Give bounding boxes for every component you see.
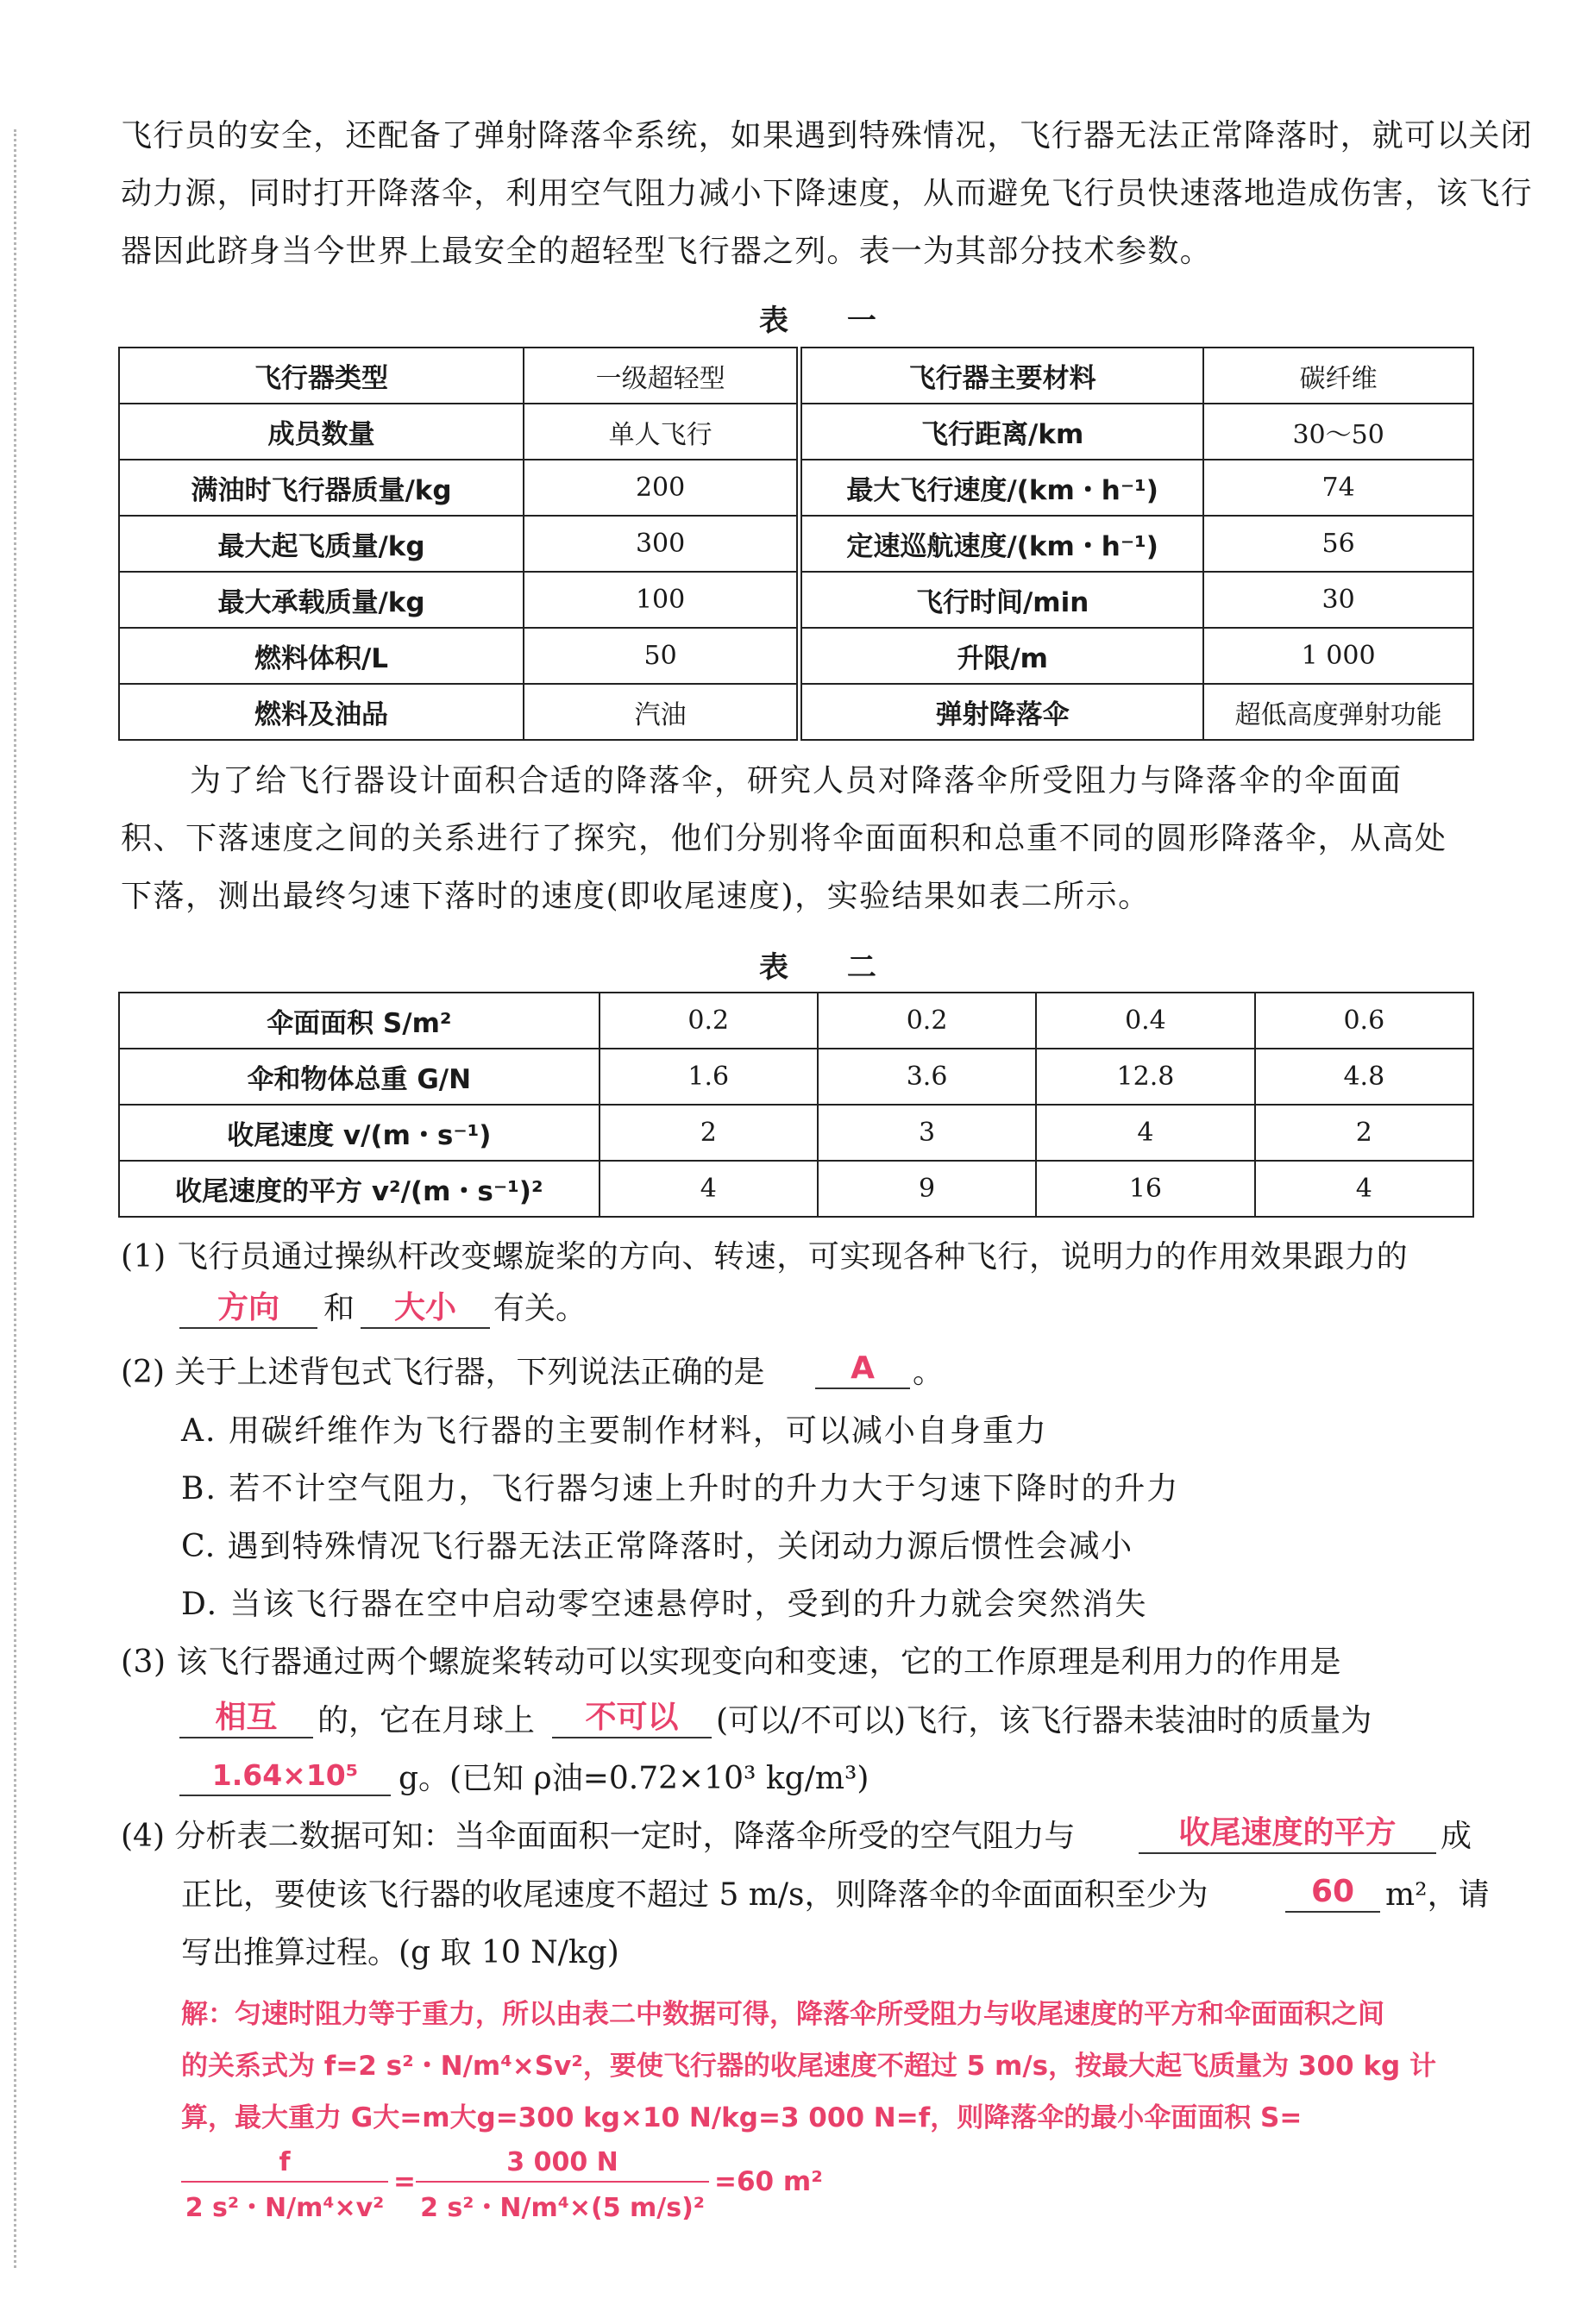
table1-value-cell: 单人飞行	[524, 404, 797, 460]
solution-result: =60 m²	[714, 2166, 823, 2197]
q2-answer: A	[815, 1350, 910, 1389]
q3-line-1: (3) 该飞行器通过两个螺旋桨转动可以实现变向和变速，它的工作原理是利用力的作用是	[121, 1644, 1341, 1680]
q2-end: 。	[913, 1355, 945, 1390]
table2-value-cell: 4	[1036, 1105, 1254, 1161]
parachute-experiment-table	[118, 992, 1474, 1218]
table2-caption: 表 二	[759, 950, 901, 985]
table1-value-cell: 超低高度弹射功能	[1203, 684, 1473, 740]
table1-row	[119, 404, 1473, 460]
table1-row	[119, 516, 1473, 572]
table2-value-cell: 4	[1255, 1161, 1473, 1217]
table2-row	[119, 1049, 1473, 1105]
table2-row	[119, 1105, 1473, 1161]
solution-line-1: 解：匀速时阻力等于重力，所以由表二中数据可得，降落伞所受阻力与收尾速度的平方和伞面面积之间	[181, 1999, 1384, 2030]
solution-equals: =	[393, 2166, 416, 2197]
table2-value-cell: 0.6	[1255, 993, 1473, 1049]
table1-header-cell: 飞行距离/km	[801, 404, 1203, 460]
tech-parameters-table	[118, 347, 1474, 741]
table2-value-cell: 12.8	[1036, 1049, 1254, 1105]
intro-line-2: 动力源，同时打开降落伞，利用空气阻力减小下降速度，从而避免飞行员快速落地造成伤害，该飞行	[121, 176, 1533, 211]
table1-value-cell: 一级超轻型	[524, 348, 797, 404]
solution-line-2: 的关系式为 f=2 s²・N/m⁴×Sv²，要使飞行器的收尾速度不超过 5 m/s，按最大起飞质量为 300 kg 计	[181, 2051, 1436, 2082]
fraction-2-denominator: 2 s²・N/m⁴×(5 m/s)²	[420, 2193, 705, 2223]
table1-header-cell: 定速巡航速度/(km・h⁻¹)	[801, 516, 1203, 572]
q3-tail: g。(已知 ρ油=0.72×10³ kg/m³)	[399, 1761, 869, 1796]
solution-fraction-2	[416, 2147, 709, 2224]
para2-line-1: 为了给飞行器设计面积合适的降落伞，研究人员对降落伞所受阻力与降落伞的伞面面	[190, 763, 1403, 799]
table2-value-cell: 1.6	[600, 1049, 818, 1105]
para2-line-2: 积、下落速度之间的关系进行了探究，他们分别将伞面面积和总重不同的圆形降落伞，从高处	[121, 821, 1447, 856]
table1-header-cell: 弹射降落伞	[801, 684, 1203, 740]
q1-tail: 有关。	[493, 1291, 587, 1326]
table1-value-cell: 100	[524, 572, 797, 628]
table1-value-cell: 200	[524, 460, 797, 516]
table1-value-cell: 74	[1203, 460, 1473, 516]
table2-header-cell: 收尾速度 v/(m・s⁻¹)	[119, 1105, 600, 1161]
table1-value-cell: 30～50	[1203, 404, 1473, 460]
table2-header-cell: 伞面面积 S/m²	[119, 993, 600, 1049]
table1-value-cell: 30	[1203, 572, 1473, 628]
q4-line-2: 正比，要使该飞行器的收尾速度不超过 5 m/s，则降落伞的伞面面积至少为	[181, 1877, 1208, 1913]
table2-value-cell: 3	[818, 1105, 1036, 1161]
table1-row	[119, 460, 1473, 516]
q1-answer-2: 大小	[361, 1289, 490, 1329]
table2-value-cell: 2	[600, 1105, 818, 1161]
table1-header-cell: 最大承载质量/kg	[119, 572, 524, 628]
solution-line-3: 算，最大重力 G大=m大g=300 kg×10 N/kg=3 000 N=f，则降落伞的最小伞面面积 S=	[181, 2102, 1303, 2133]
table1-header-cell: 最大起飞质量/kg	[119, 516, 524, 572]
table1-header-cell: 燃料及油品	[119, 684, 524, 740]
table1-header-cell: 飞行时间/min	[801, 572, 1203, 628]
q4-end-2: m²，请	[1385, 1877, 1490, 1913]
table1-header-cell: 最大飞行速度/(km・h⁻¹)	[801, 460, 1203, 516]
table1-header-cell: 升限/m	[801, 628, 1203, 684]
table2-value-cell: 4	[600, 1161, 818, 1217]
q1-answer-1: 方向	[179, 1289, 317, 1329]
table2-row	[119, 1161, 1473, 1217]
q2-option-b: B. 若不计空气阻力，飞行器匀速上升时的升力大于匀速下降时的升力	[181, 1471, 1180, 1507]
table1-value-cell: 50	[524, 628, 797, 684]
table1-header-cell: 成员数量	[119, 404, 524, 460]
table2-value-cell: 0.4	[1036, 993, 1254, 1049]
para2-line-3: 下落，测出最终匀速下落时的速度(即收尾速度)，实验结果如表二所示。	[121, 879, 1151, 914]
table1-value-cell: 汽油	[524, 684, 797, 740]
q3-answer-2: 不可以	[552, 1699, 712, 1738]
table1-row	[119, 684, 1473, 740]
q4-line-3: 写出推算过程。(g 取 10 N/kg)	[181, 1935, 619, 1970]
q2-stem: (2) 关于上述背包式飞行器，下列说法正确的是	[121, 1355, 765, 1390]
table1-value-cell: 300	[524, 516, 797, 572]
fraction-1-denominator: 2 s²・N/m⁴×v²	[185, 2193, 385, 2223]
table1-value-cell: 碳纤维	[1203, 348, 1473, 404]
table2-value-cell: 9	[818, 1161, 1036, 1217]
q2-option-a: A. 用碳纤维作为飞行器的主要制作材料，可以减小自身重力	[181, 1413, 1048, 1449]
table1-value-cell: 1 000	[1203, 628, 1473, 684]
table1-row	[119, 628, 1473, 684]
solution-fraction-1	[181, 2147, 388, 2224]
table1-row	[119, 572, 1473, 628]
table2-value-cell: 0.2	[818, 993, 1036, 1049]
table1-header-cell: 飞行器主要材料	[801, 348, 1203, 404]
q3-answer-1: 相互	[179, 1699, 313, 1738]
table2-value-cell: 2	[1255, 1105, 1473, 1161]
table1-header-cell: 满油时飞行器质量/kg	[119, 460, 524, 516]
table2-value-cell: 0.2	[600, 993, 818, 1049]
q2-option-d: D. 当该飞行器在空中启动零空速悬停时，受到的升力就会突然消失	[181, 1587, 1148, 1622]
table2-header-cell: 收尾速度的平方 v²/(m・s⁻¹)²	[119, 1161, 600, 1217]
table2-value-cell: 3.6	[818, 1049, 1036, 1105]
q1-mid: 和	[323, 1291, 355, 1326]
table2-value-cell: 4.8	[1255, 1049, 1473, 1105]
table2-header-cell: 伞和物体总重 G/N	[119, 1049, 600, 1105]
fraction-2-numerator: 3 000 N	[416, 2147, 709, 2183]
table1-header-cell: 燃料体积/L	[119, 628, 524, 684]
q4-end-1: 成	[1441, 1819, 1472, 1854]
intro-line-1: 飞行员的安全，还配备了弹射降落伞系统，如果遇到特殊情况，飞行器无法正常降落时，就可以关闭	[121, 118, 1533, 153]
q1-line-1: (1) 飞行员通过操纵杆改变螺旋桨的方向、转速，可实现各种飞行，说明力的作用效果跟力的	[121, 1239, 1409, 1275]
binding-dotted-line	[14, 129, 16, 2268]
q4-answer-1: 收尾速度的平方	[1139, 1814, 1436, 1854]
table1-value-cell: 56	[1203, 516, 1473, 572]
table1-caption: 表 一	[759, 304, 901, 338]
q4-line-1: (4) 分析表二数据可知：当伞面面积一定时，降落伞所受的空气阻力与	[121, 1819, 1076, 1854]
table2-row	[119, 993, 1473, 1049]
q3-mid-2: (可以/不可以)飞行，该飞行器未装油时的质量为	[716, 1703, 1372, 1738]
table2-value-cell: 16	[1036, 1161, 1254, 1217]
intro-line-3: 器因此跻身当今世界上最安全的超轻型飞行器之列。表一为其部分技术参数。	[121, 234, 1212, 269]
fraction-1-numerator: f	[181, 2147, 388, 2183]
q4-answer-2: 60	[1285, 1873, 1380, 1913]
q3-mid-1: 的，它在月球上	[317, 1703, 536, 1738]
q3-answer-3: 1.64×10⁵	[179, 1757, 391, 1796]
table1-header-cell: 飞行器类型	[119, 348, 524, 404]
q2-option-c: C. 遇到特殊情况飞行器无法正常降落时，关闭动力源后惯性会减小	[181, 1529, 1133, 1564]
table1-row	[119, 348, 1473, 404]
